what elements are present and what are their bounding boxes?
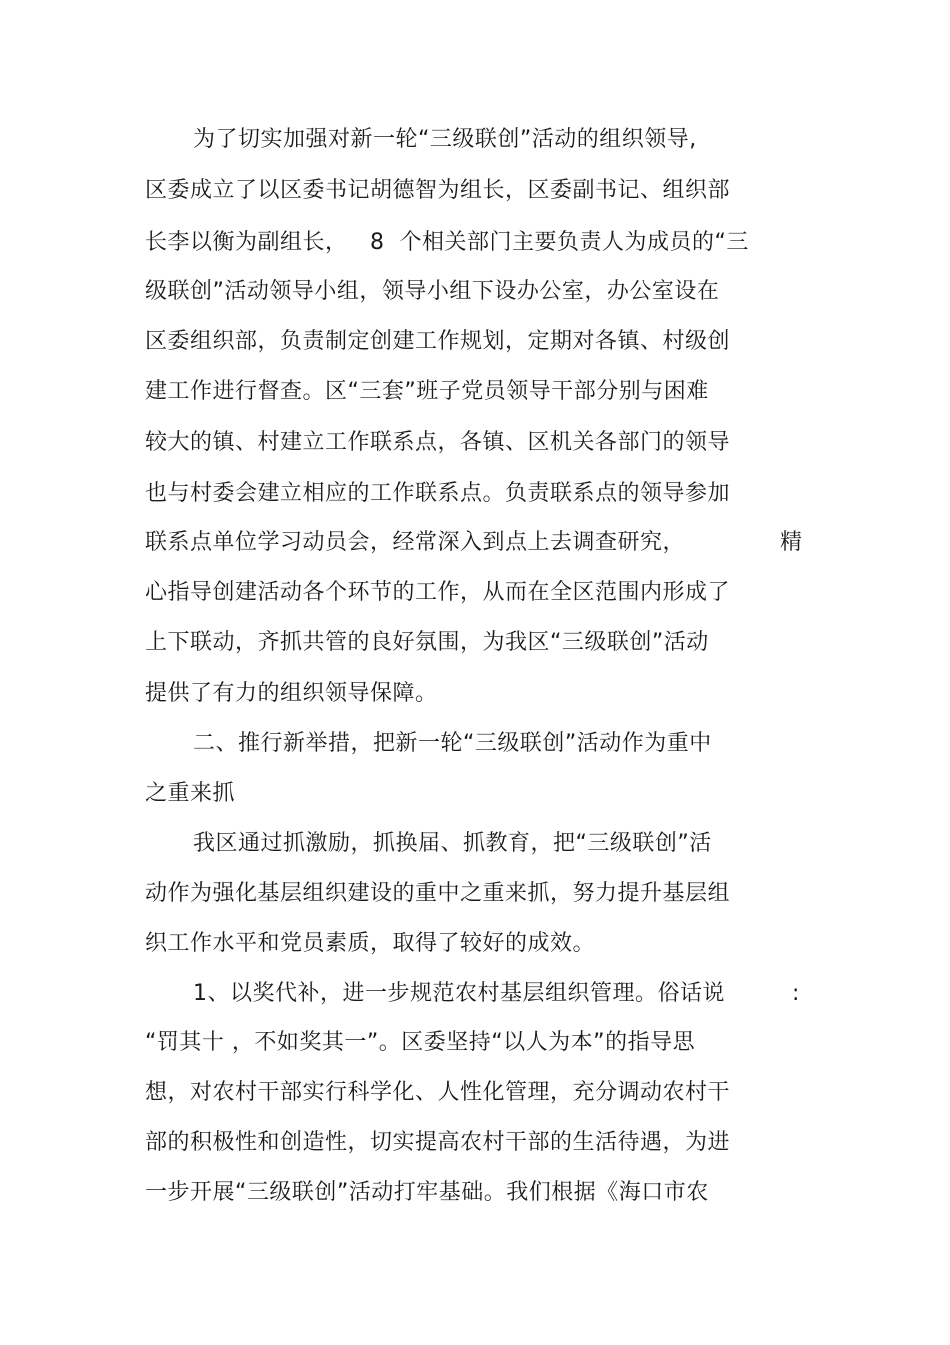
text-line: 一步开展“三级联创”活动打牢基础。我们根据《海口市农 [145,1180,709,1205]
text-line: 8 个相关部门主要负责人为成员的“三 [370,230,749,255]
text-line: 动作为强化基层组织建设的重中之重来抓，努力提升基层组 [145,881,731,906]
text-line: : [792,981,800,1006]
text-line: 我区通过抓激励，抓换届、抓教育，把“三级联创”活 [193,831,712,856]
text-line: 区委组织部，负责制定创建工作规划，定期对各镇、村级创 [145,329,731,354]
text-line: 级联创”活动领导小组，领导小组下设办公室，办公室设在 [145,279,720,304]
text-line: 想，对农村干部实行科学化、人性化管理，充分调动农村干 [145,1080,731,1105]
heading-line: 之重来抓 [145,781,236,806]
text-line: 建工作进行督查。区“三套”班子党员领导干部分别与困难 [145,379,709,404]
text-line: 精 [780,530,803,555]
text-line: 部的积极性和创造性，切实提高农村干部的生活待遇，为进 [145,1130,731,1155]
text-line: 也与村委会建立相应的工作联系点。负责联系点的领导参加 [145,481,731,506]
text-line: 提供了有力的组织领导保障。 [145,681,438,706]
text-line: 长李以衡为副组长， [145,230,348,255]
heading-line: 二、推行新举措，把新一轮“三级联创”活动作为重中 [193,731,712,756]
text-line: 心指导创建活动各个环节的工作，从而在全区范围内形成了 [145,580,731,605]
text-line: “罚其十 ，不如奖其一”。区委坚持“以人为本”的指导思 [145,1030,696,1055]
text-line: 区委成立了以区委书记胡德智为组长，区委副书记、组织部 [145,178,731,203]
text-line: 联系点单位学习动员会，经常深入到点上去调查研究， [145,530,686,555]
text-line: 较大的镇、村建立工作联系点，各镇、区机关各部门的领导 [145,430,731,455]
text-line: 1、以奖代补，进一步规范农村基层组织管理。俗话说 [193,981,725,1006]
text-line: 为了切实加强对新一轮“三级联创”活动的组织领导, [193,127,697,152]
text-line: 上下联动，齐抓共管的良好氛围，为我区“三级联创”活动 [145,630,709,655]
text-line: 织工作水平和党员素质，取得了较好的成效。 [145,931,596,956]
